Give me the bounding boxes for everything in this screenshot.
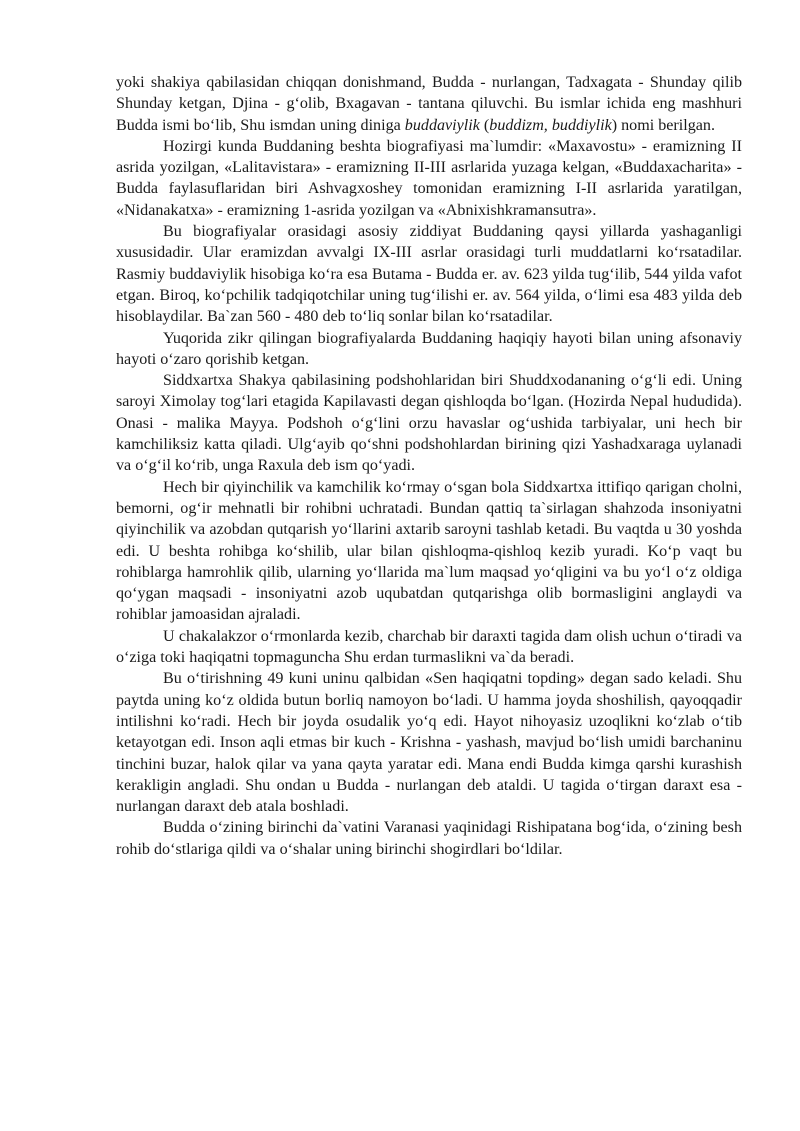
text-run: yoki shakiya qabilasidan chiqqan donishmand, Budda - nurlangan, Tadxagata - Shunday qilib Shunday ketgan, Djina - g‘olib, Bxagavan - tantana qiluvchi. Bu ismlar ichida eng mashhuri Budda ismi bo‘lib, Shu ismdan uning diniga (116, 74, 742, 134)
paragraph (116, 668, 742, 817)
italic-term: buddaviylik (404, 116, 480, 134)
paragraph (116, 477, 742, 626)
paragraph (116, 817, 742, 860)
paragraph (116, 72, 742, 136)
paragraph (116, 370, 742, 476)
document-page (116, 72, 742, 860)
text-run: Bu o‘tirishning 49 kuni uninu qalbidan «Sen haqiqatni topding» degan sado keladi. Shu paytda uning ko‘z oldida butun borliq namoyon bo‘ladi. U hamma joyda shoshilish, qayoqqadir intilishni ko‘radi. Hech bir joyda osudalik yo‘q edi. Hayot nihoyasiz uzoqlikni ko‘zlab o‘tib ketayotgan edi. Inson aqli etmas bir kuch - Krishna - yashash, mavjud bo‘lish umidi barchaninu tinchini buzar, halok qilar va yana qayta yaratar edi. Mana endi Budda kimga qarshi kurashish kerakligin angladi. Shu ondan u Budda - nurlangan deb ataldi. U tagida o‘tirgan daraxt esa - nurlangan daraxt deb atala boshladi. (116, 670, 742, 816)
paragraph (116, 221, 742, 327)
text-run: Bu biografiyalar orasidagi asosiy ziddiyat Buddaning qaysi yillarda yashaganligi xususidadir. Ular eramizdan avvalgi IX-III asrlar orasidagi turli muddatlarni ko‘rsatadilar. Rasmiy buddaviylik hisobiga ko‘ra esa Butama - Budda er. av. 623 yilda tug‘ilib, 544 yilda vafot etgan. Biroq, ko‘pchilik tadqiqotchilar uning tug‘ilishi er. av. 564 yilda, o‘limi esa 483 yilda deb hisoblaydilar. Ba`zan 560 - 480 deb to‘liq sonlar bilan ko‘rsatadilar. (116, 223, 742, 326)
text-run: Siddxartxa Shakya qabilasining podshohlaridan biri Shuddxodananing o‘g‘li edi. Uning saroyi Ximolay tog‘lari etagida Kapilavasti degan qishloqda bo‘lgan. (Hozirda Nepal hududida). Onasi - malika Mayya. Podshoh o‘g‘lini orzu havaslar og‘ushida tarbiyalar, uni hech bir kamchiliksiz katta qiladi. Ulg‘ayib qo‘shni podshohlardan birining qizi Yashadxaraga uylanadi va o‘g‘il ko‘rib, unga Raxula deb ism qo‘yadi. (116, 372, 742, 475)
italic-term: buddizm, buddiylik (489, 116, 612, 134)
text-run: U chakalakzor o‘rmonlarda kezib, charchab bir daraxti tagida dam olish uchun o‘tiradi va o‘ziga toki haqiqatni topmaguncha Shu erdan turmaslikni va`da beradi. (116, 627, 742, 667)
text-run: Budda o‘zining birinchi da`vatini Varanasi yaqinidagi Rishipatana bog‘ida, o‘zining besh rohib do‘stlariga qildi va o‘shalar uning birinchi shogirdlari bo‘ldilar. (116, 819, 742, 858)
text-run: Hozirgi kunda Buddaning beshta biografiyasi ma`lumdir: «Maxavostu» - eramizning II asrida yozilgan, «Lalitavistara» - eramizning II-III asrlarida yuzaga kelgan, «Buddaxacharita» - Budda faylasuflaridan biri Ashvagxoshey tomonidan eramizning I-II asrlarida yaratilgan, «Nidanakatxa» - eramizning 1-asrida yozilgan va «Abnixishkramansutra». (116, 137, 742, 219)
text-run: ) nomi berilgan. (611, 116, 715, 134)
text-run: Yuqorida zikr qilingan biografiyalarda Buddaning haqiqiy hayoti bilan uning afsonaviy hayoti o‘zaro qorishib ketgan. (116, 329, 742, 368)
paragraph (116, 328, 742, 371)
text-run: Hech bir qiyinchilik va kamchilik ko‘rmay o‘sgan bola Siddxartxa ittifiqo qarigan cholni, bemorni, og‘ir mehnatli bir rohibni uchratadi. Bundan qattiq ta`sirlagan shahzoda insoniyatni qiyinchilik va azobdan qutqarish yo‘llarini axtarib saroyni tashlab ketadi. Bu vaqtda u 30 yoshda edi. U beshta rohibga ko‘shilib, ular bilan qishloqma-qishloq kezib yuradi. Ko‘p vaqt bu rohiblarga hamrohlik qilib, ularning yo‘llarida ma`lum maqsad yo‘qligini va bu yo‘l o‘z oldiga qo‘ygan maqsadi - insoniyatni azob uqubatdan qutqarishga olib bormasligini anglaydi va rohiblar jamoasidan ajraladi. (116, 478, 742, 624)
text-run: ( (479, 116, 490, 134)
paragraph (116, 136, 742, 221)
paragraph (116, 626, 742, 669)
